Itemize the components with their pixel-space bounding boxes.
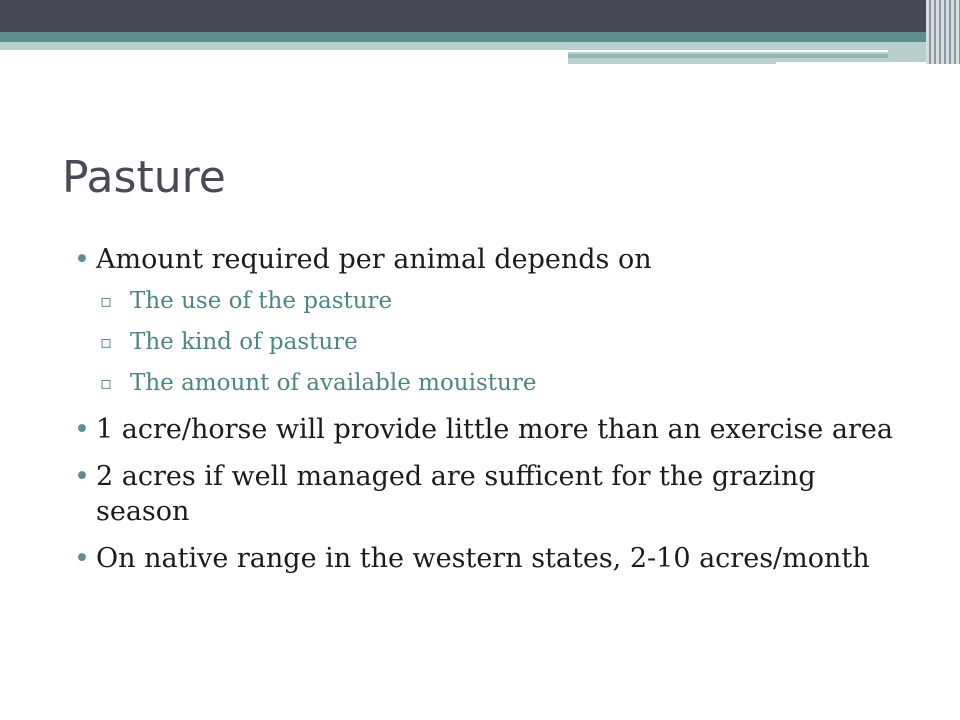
bullet-item bbox=[74, 412, 904, 447]
sub-bullet-item bbox=[96, 281, 904, 322]
bullet-item bbox=[74, 541, 904, 576]
bullet-dot-icon: • bbox=[74, 543, 90, 574]
bullet-dot-icon: • bbox=[74, 414, 90, 445]
slide-title: Pasture bbox=[62, 152, 226, 203]
header-step-accent bbox=[568, 54, 888, 58]
sub-bullet-item bbox=[96, 363, 904, 404]
sub-bullet-text: The amount of available mouisture bbox=[130, 370, 537, 396]
header-light-bar bbox=[0, 42, 960, 50]
bullet-text: 1 acre/horse will provide little more than an exercise area bbox=[96, 414, 893, 445]
bullet-text: On native range in the western states, 2-10 acres/month bbox=[96, 543, 870, 574]
sub-bullet-list bbox=[96, 281, 904, 404]
sub-bullet-text: The use of the pasture bbox=[130, 288, 393, 314]
sub-bullet-square-icon: ▫ bbox=[100, 332, 113, 353]
header-stripes bbox=[926, 0, 960, 64]
slide-content bbox=[74, 242, 904, 588]
header-teal-bar bbox=[0, 32, 960, 42]
bullet-text: 2 acres if well managed are sufficent for the grazing season bbox=[96, 461, 816, 527]
bullet-item bbox=[74, 459, 904, 529]
sub-bullet-square-icon: ▫ bbox=[100, 291, 113, 312]
bullet-text: Amount required per animal depends on bbox=[96, 244, 652, 275]
sub-bullet-square-icon: ▫ bbox=[100, 373, 113, 394]
bullet-dot-icon: • bbox=[74, 461, 90, 492]
sub-bullet-item bbox=[96, 322, 904, 363]
bullet-list bbox=[74, 242, 904, 576]
bullet-item bbox=[74, 242, 904, 404]
sub-bullet-text: The kind of pasture bbox=[130, 329, 358, 355]
header-step-line bbox=[568, 50, 888, 52]
header-dark-bar bbox=[0, 0, 960, 32]
bullet-dot-icon: • bbox=[74, 244, 90, 275]
